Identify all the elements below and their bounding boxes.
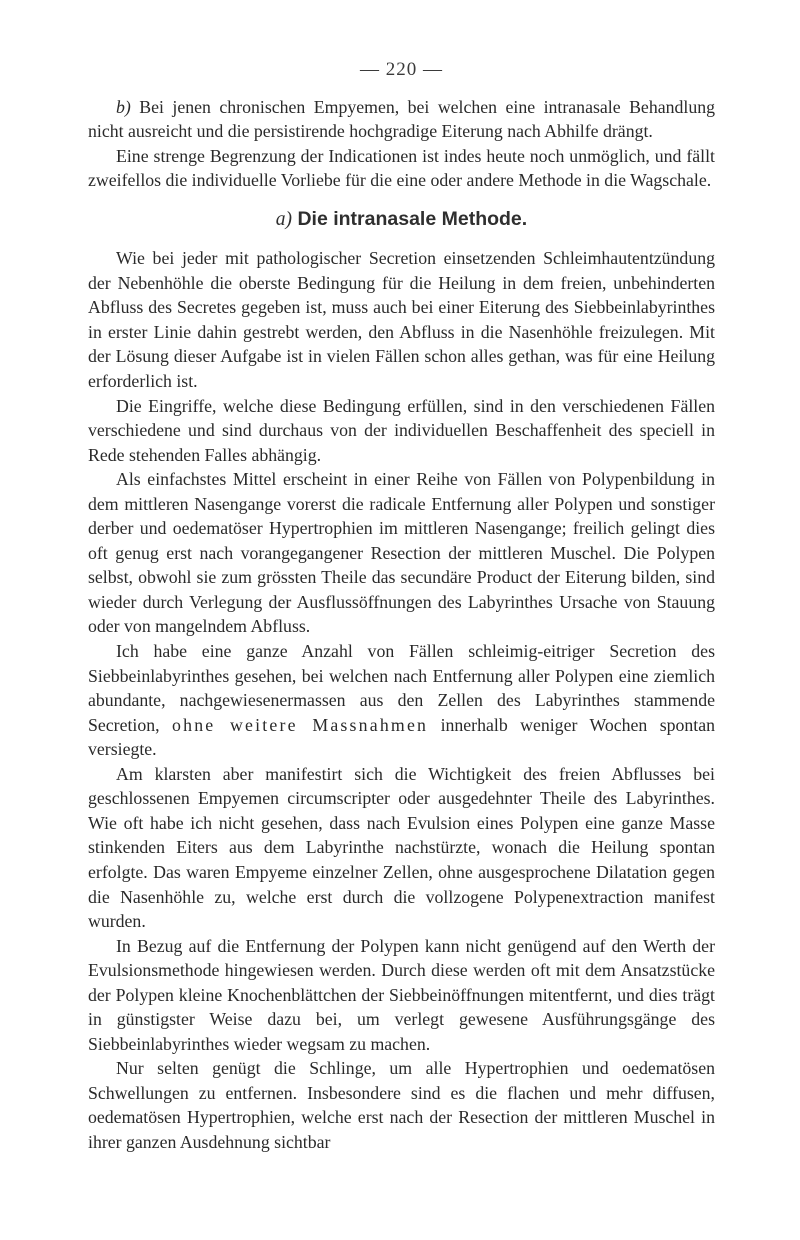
intro-paragraph-2: Eine strenge Begrenzung der Indicationen ist indes heute noch unmöglich, und fällt zweifellos die individuelle Vorliebe für die eine oder andere Methode in die Wagschale. [88,145,715,191]
emphasis-spaced-text: ohne weitere Massnahmen [172,714,429,735]
page-number: — 220 — [360,59,443,80]
intro-paragraph-b [88,95,715,144]
body-paragraph-2: Die Eingriffe, welche diese Bedingung erfüllen, sind in den verschiedenen Fällen verschiedene und sind durchaus von der individuellen Beschaffenheit des speciell in Rede stehenden Falles abhängig. [88,395,715,465]
subsection-letter-b: b) [116,96,131,117]
section-heading-title: Die intranasale Methode. [297,207,528,230]
body-paragraph-4 [88,639,715,762]
section-heading-letter: a) [275,208,293,230]
intro-paragraph-b-text: Bei jenen chronischen Empyemen, bei welchen eine intranasale Behandlung nicht ausreicht und die persistirende hochgradige Eiterung nach Abhilfe drängt. [88,96,715,142]
body-paragraph-4-start: Ich habe eine ganze Anzahl von Fällen schleimig-eitriger Secretion des Siebbeinlabyrinthes gesehen, bei welchen nach Entfernung aller Polypen eine ziemlich abundante, nachgewiesenermassen aus den Zellen des Labyrinthes stammende Secretion, [88,641,715,735]
body-paragraph-7: Nur selten genügt die Schlinge, um alle Hypertrophien und oedematösen Schwellungen zu entfernen. Insbesondere sind es die flachen und mehr diffusen, oedematösen Hypertrophien, welche erst nach der Resection der mittleren Muschel in ihrer ganzen Ausdehnung sichtbar [88,1058,715,1152]
body-paragraph-4-end: innerhalb weniger Wochen spontan versiegte. [88,714,716,760]
book-page [88,58,715,1155]
body-paragraph-3: Als einfachstes Mittel erscheint in einer Reihe von Fällen von Polypenbildung in dem mittleren Nasengange vorerst die radicale Entfernung aller Polypen und sonstiger derber und oedematöser Hypertrophien im mittleren Nasengange; freilich gelingt dies oft genug erst nach vorangegangener Resection der mittleren Muschel. Die Polypen selbst, obwohl sie zum grössten Theile das secundäre Product der Eiterung bilden, sind wieder durch Verlegung der Ausflussöffnungen des Labyrinthes Ursache von Stauung oder von mangelndem Abfluss. [88,469,715,637]
section-heading [88,207,715,233]
body-paragraph-1: Wie bei jeder mit pathologischer Secretion einsetzenden Schleimhautentzündung der Nebenhöhle die oberste Bedingung für die Heilung in dem freien, unbehinderten Abfluss des Secretes gegeben ist, muss auch bei einer Eiterung des Siebbeinlabyrinthes in erster Linie dahin gestrebt werden, den Abfluss in die Nasenhöhle freizulegen. Mit der Lösung dieser Aufgabe ist in vielen Fällen schon alles gethan, was für eine Heilung erforderlich ist. [88,248,715,392]
body-paragraph-5: Am klarsten aber manifestirt sich die Wichtigkeit des freien Abflusses bei geschlossenen Empyemen circumscripter oder ausgedehnter Theile des Labyrinthes. Wie oft habe ich nicht gesehen, dass nach Evulsion eines Polypen eine ganze Masse stinkenden Eiters aus dem Labyrinthe nachstürzte, wonach die Heilung spontan erfolgte. Das waren Empyeme einzelner Zellen, ohne ausgesprochene Dilatation gegen die Nasenhöhle zu, welche erst durch die vollzogene Polypenextraction manifest wurden. [88,763,715,932]
body-paragraph-6: In Bezug auf die Entfernung der Polypen kann nicht genügend auf den Werth der Evulsionsmethode hingewiesen werden. Durch diese werden oft mit dem Ansatzstücke der Polypen kleine Knochenblättchen der Siebbeinöffnungen mitentfernt, und dies trägt in günstigster Weise dazu bei, um verlegt gewesene Ausführungsgänge des Siebbeinlabyrinthes wieder wegsam zu machen. [88,935,715,1054]
